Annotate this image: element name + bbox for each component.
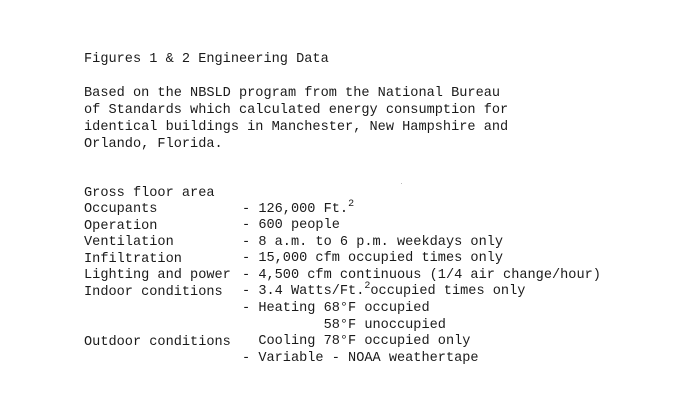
row-label: Outdoor conditions [84, 335, 231, 350]
row-value-text-after: occupied times only [370, 284, 526, 299]
row-value: - Variable - NOAA weathertape [242, 351, 479, 366]
superscript: 2 [348, 199, 355, 210]
row-value: - Heating 68°F occupied [242, 301, 430, 316]
row-label: Infiltration [84, 252, 182, 267]
row-value: - 600 people [242, 218, 340, 233]
row-label: Gross floor area [84, 186, 215, 201]
intro-line-3: identical buildings in Manchester, New Hampshire and [84, 120, 509, 135]
row-label: Lighting and power [84, 268, 231, 283]
scan-speck [401, 183, 402, 184]
intro-line-4: Orlando, Florida. [84, 137, 223, 152]
intro-line-1: Based on the NBSLD program from the National Bureau [84, 86, 501, 101]
row-value-text: - 3.4 Watts/Ft. [242, 284, 365, 299]
row-label: Indoor conditions [84, 285, 223, 300]
row-value: - 15,000 cfm occupied times only [242, 251, 504, 266]
row-label: Operation [84, 219, 158, 234]
row-value-text: - 126,000 Ft. [242, 202, 349, 217]
row-value: - 4,500 cfm continuous (1/4 air change/hour) [242, 268, 601, 283]
row-value: 58°F unoccupied [242, 318, 446, 333]
document-title: Figures 1 & 2 Engineering Data [84, 52, 329, 67]
row-label: Occupants [84, 202, 158, 217]
superscript: 2 [364, 281, 371, 292]
row-label: Ventilation [84, 235, 174, 250]
intro-line-2: of Standards which calculated energy consumption for [84, 103, 509, 118]
row-value: Cooling 78°F occupied only [242, 334, 471, 349]
row-value: - 8 a.m. to 6 p.m. weekdays only [242, 235, 504, 250]
